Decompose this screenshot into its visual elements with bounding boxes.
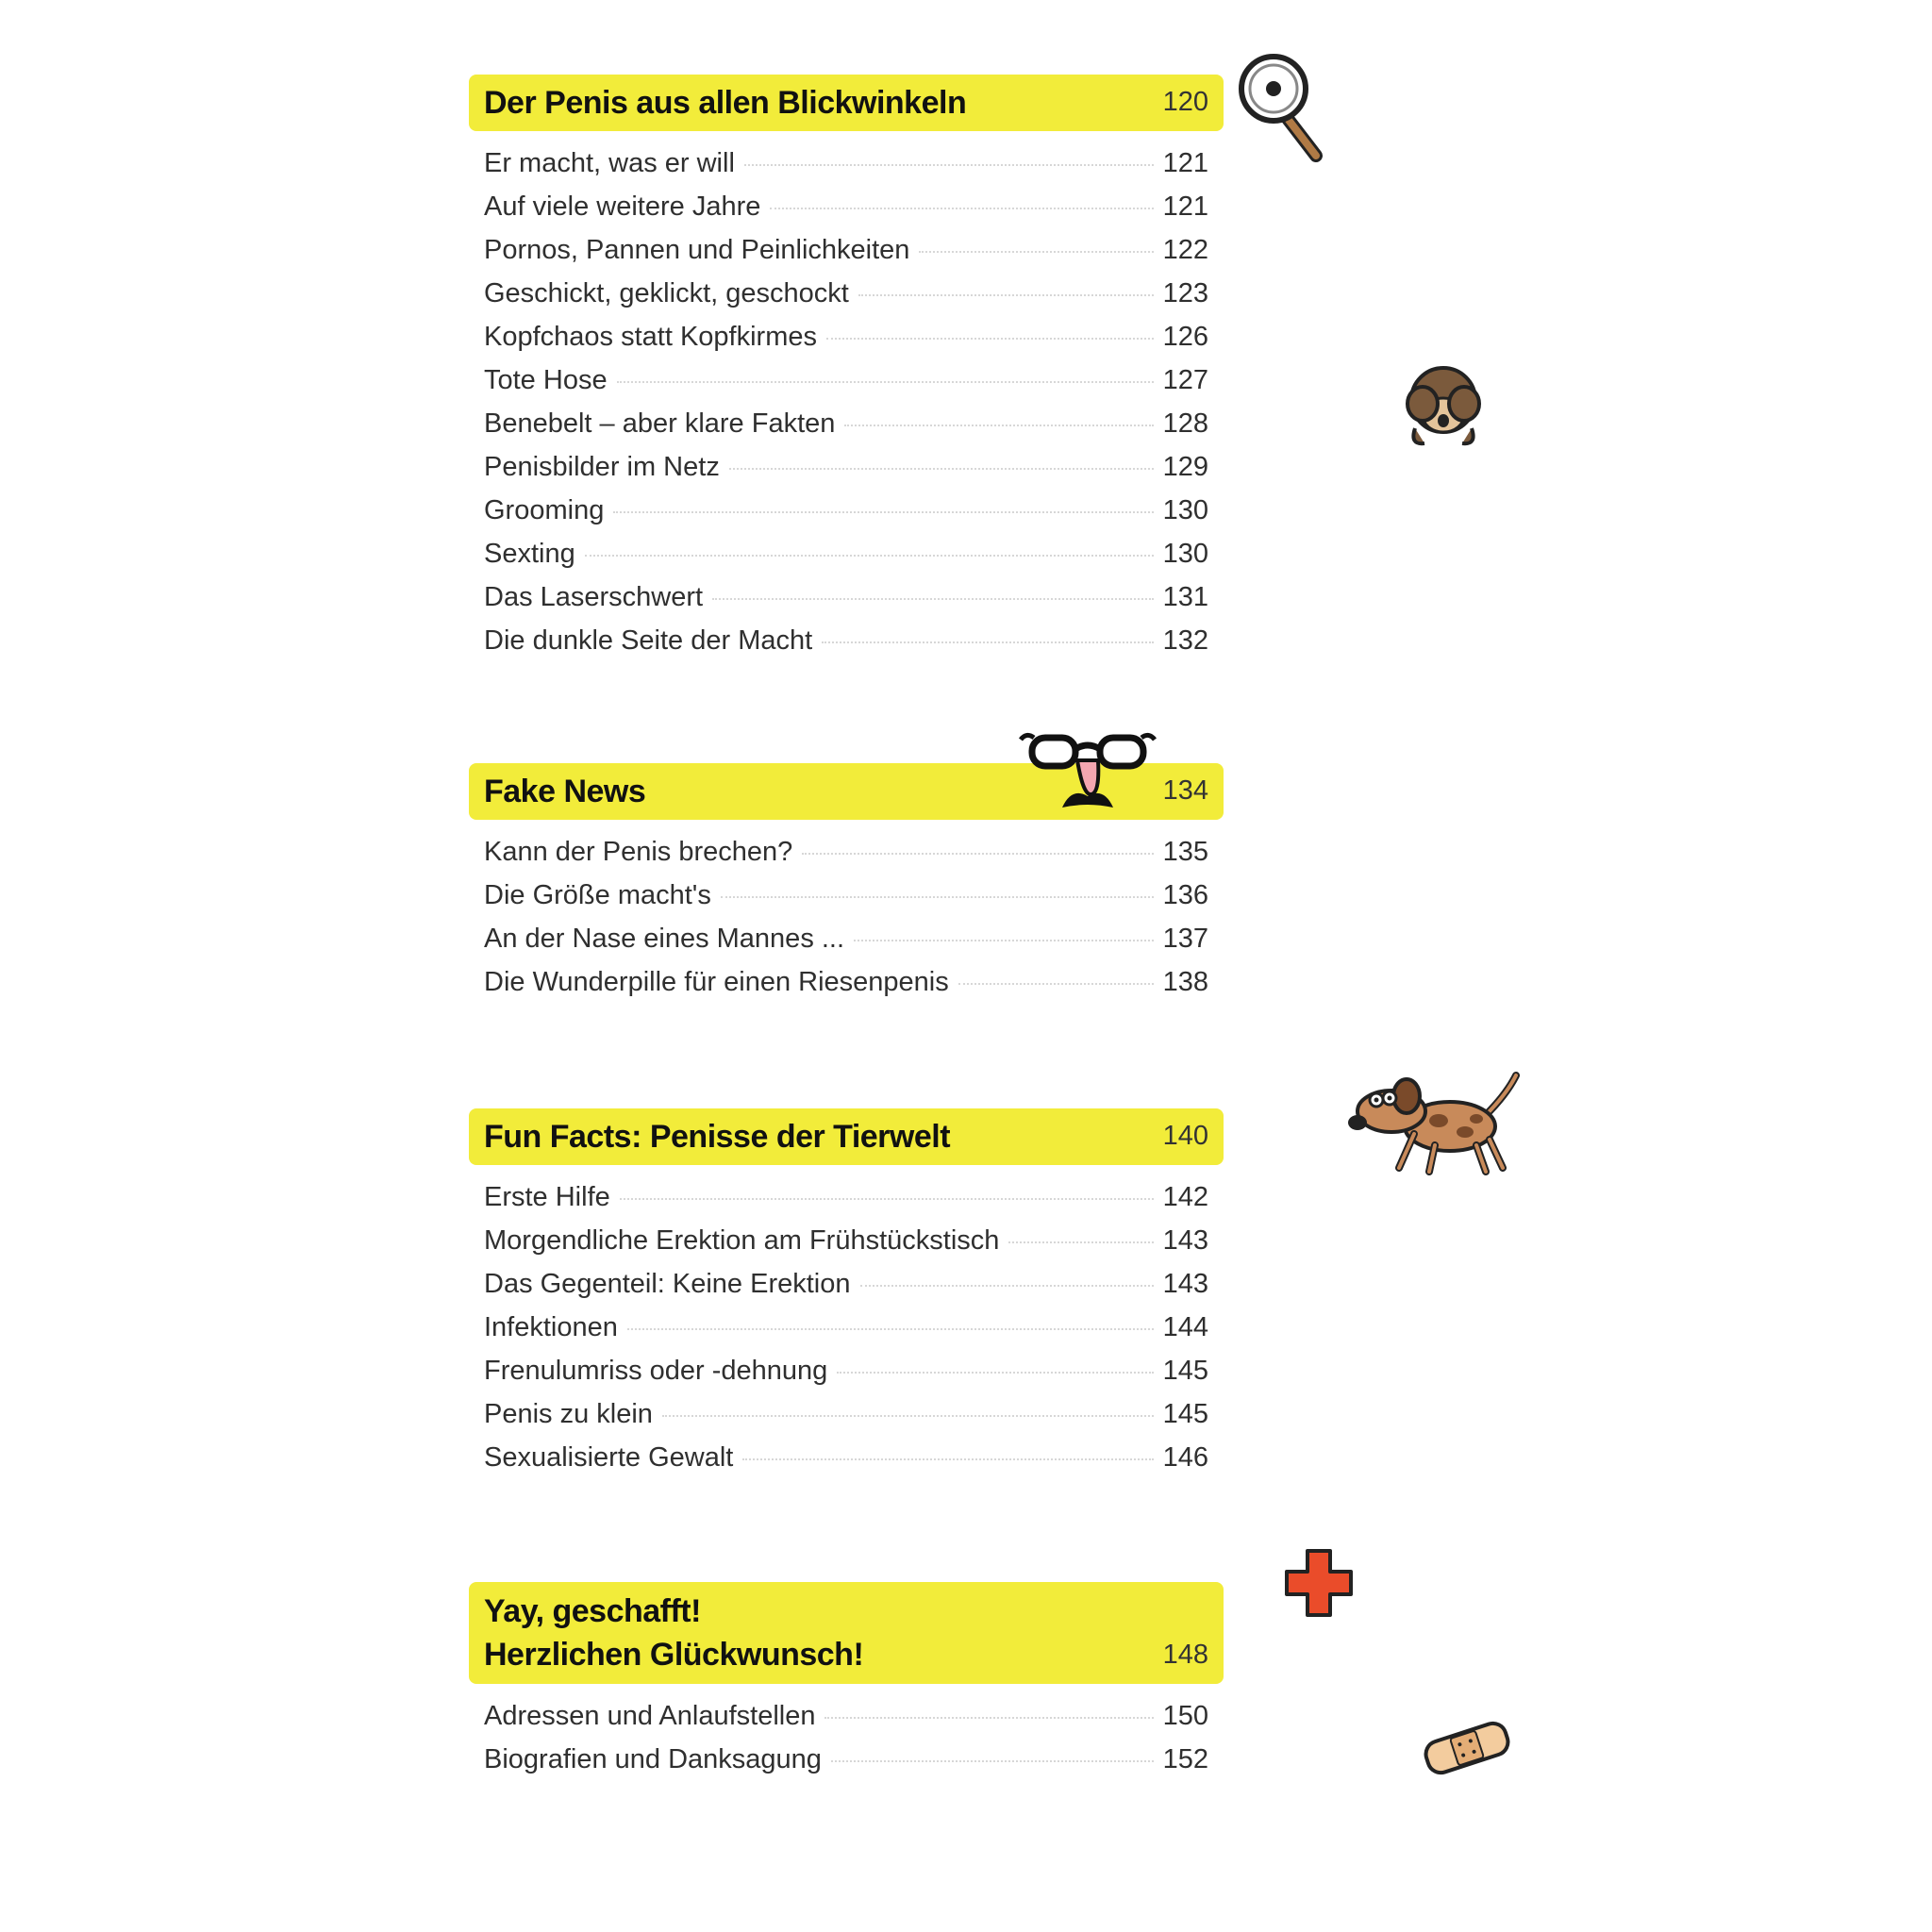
entry-page: 145 <box>1162 1356 1208 1386</box>
entry-page: 121 <box>1162 148 1208 178</box>
toc-entry[interactable] <box>469 408 1224 452</box>
entry-page: 131 <box>1162 582 1208 612</box>
toc-entry[interactable] <box>469 235 1224 278</box>
entry-page: 143 <box>1162 1269 1208 1299</box>
dot-leader <box>919 251 1153 253</box>
entry-page: 138 <box>1162 967 1208 997</box>
monkey-icon <box>1396 362 1491 449</box>
entry-page: 128 <box>1162 408 1208 439</box>
entry-label: Sexting <box>484 539 575 569</box>
dot-leader <box>1008 1241 1153 1243</box>
toc-entry[interactable] <box>469 1269 1224 1312</box>
section-header[interactable] <box>469 1582 1224 1684</box>
entry-label: Penisbilder im Netz <box>484 452 720 482</box>
entry-page: 145 <box>1162 1399 1208 1429</box>
section-page: 140 <box>1162 1121 1208 1151</box>
dot-leader <box>824 1717 1153 1719</box>
dot-leader <box>721 896 1154 898</box>
entry-page: 129 <box>1162 452 1208 482</box>
section-title: Fake News <box>484 774 646 809</box>
entry-label: An der Nase eines Mannes ... <box>484 924 845 954</box>
groucho-glasses-icon <box>1017 728 1158 813</box>
toc-entry[interactable] <box>469 495 1224 539</box>
dog-icon <box>1344 1066 1524 1177</box>
entry-page: 137 <box>1162 924 1208 954</box>
entry-label: Kann der Penis brechen? <box>484 837 793 867</box>
toc-entry[interactable] <box>469 1182 1224 1225</box>
entry-label: Geschickt, geklickt, geschockt <box>484 278 849 308</box>
dot-leader <box>627 1328 1154 1330</box>
entry-page: 146 <box>1162 1442 1208 1473</box>
toc-entry[interactable] <box>469 625 1224 669</box>
entry-label: Die Wunderpille für einen Riesenpenis <box>484 967 949 997</box>
dot-leader <box>860 1285 1154 1287</box>
dot-leader <box>958 983 1154 985</box>
entry-page: 143 <box>1162 1225 1208 1256</box>
toc-entry[interactable] <box>469 452 1224 495</box>
toc-entry[interactable] <box>469 880 1224 924</box>
entry-label: Biografien und Danksagung <box>484 1744 822 1774</box>
section-header[interactable] <box>469 1108 1224 1165</box>
entry-label: Er macht, was er will <box>484 148 735 178</box>
entry-list <box>469 1701 1224 1788</box>
entry-page: 152 <box>1162 1744 1208 1774</box>
red-cross-icon <box>1283 1547 1355 1619</box>
dot-leader <box>742 1458 1153 1460</box>
magnifier-icon <box>1236 49 1330 162</box>
toc-entry[interactable] <box>469 1225 1224 1269</box>
toc-entry[interactable] <box>469 365 1224 408</box>
entry-label: Das Gegenteil: Keine Erektion <box>484 1269 851 1299</box>
section-fun-facts <box>469 1108 1224 1486</box>
dot-leader <box>585 555 1154 557</box>
section-geschafft <box>469 1582 1224 1788</box>
toc-entry[interactable] <box>469 967 1224 1010</box>
dot-leader <box>613 511 1153 513</box>
section-title: Der Penis aus allen Blickwinkeln <box>484 85 967 121</box>
section-title-line2: Herzlichen Glückwunsch! <box>484 1637 864 1673</box>
toc-entry[interactable] <box>469 1356 1224 1399</box>
toc-entry[interactable] <box>469 1744 1224 1788</box>
entry-page: 121 <box>1162 192 1208 222</box>
dot-leader <box>844 425 1153 426</box>
entry-page: 136 <box>1162 880 1208 910</box>
section-page: 120 <box>1162 87 1208 117</box>
entry-page: 130 <box>1162 495 1208 525</box>
dot-leader <box>620 1198 1154 1200</box>
entry-label: Sexualisierte Gewalt <box>484 1442 734 1473</box>
entry-page: 142 <box>1162 1182 1208 1212</box>
entry-list <box>469 1182 1224 1486</box>
section-title: Fun Facts: Penisse der Tierwelt <box>484 1119 951 1155</box>
entry-label: Grooming <box>484 495 605 525</box>
section-title-line1: Yay, geschafft! <box>484 1593 701 1629</box>
entry-label: Frenulumriss oder -dehnung <box>484 1356 828 1386</box>
dot-leader <box>858 294 1154 296</box>
entry-page: 132 <box>1162 625 1208 656</box>
entry-list <box>469 837 1224 1010</box>
section-blickwinkeln <box>469 75 1224 669</box>
entry-page: 150 <box>1162 1701 1208 1731</box>
dot-leader <box>802 853 1153 855</box>
dot-leader <box>744 164 1154 166</box>
toc-entry[interactable] <box>469 192 1224 235</box>
toc-entry[interactable] <box>469 1399 1224 1442</box>
toc-entry[interactable] <box>469 1701 1224 1744</box>
section-page: 134 <box>1162 775 1208 806</box>
toc-entry[interactable] <box>469 924 1224 967</box>
entry-page: 127 <box>1162 365 1208 395</box>
toc-entry[interactable] <box>469 148 1224 192</box>
entry-page: 135 <box>1162 837 1208 867</box>
toc-entry[interactable] <box>469 322 1224 365</box>
bandage-icon <box>1420 1717 1514 1779</box>
toc-entry[interactable] <box>469 1312 1224 1356</box>
dot-leader <box>729 468 1154 470</box>
toc-entry[interactable] <box>469 1442 1224 1486</box>
entry-label: Penis zu klein <box>484 1399 653 1429</box>
dot-leader <box>617 381 1154 383</box>
toc-entry[interactable] <box>469 278 1224 322</box>
dot-leader <box>826 338 1154 340</box>
dot-leader <box>822 641 1153 643</box>
dot-leader <box>712 598 1154 600</box>
entry-label: Benebelt – aber klare Fakten <box>484 408 836 439</box>
entry-label: Kopfchaos statt Kopfkirmes <box>484 322 817 352</box>
dot-leader <box>837 1372 1153 1374</box>
entry-label: Morgendliche Erektion am Frühstückstisch <box>484 1225 1000 1256</box>
entry-label: Infektionen <box>484 1312 618 1342</box>
entry-list <box>469 148 1224 669</box>
entry-label: Pornos, Pannen und Peinlichkeiten <box>484 235 910 265</box>
dot-leader <box>662 1415 1154 1417</box>
dot-leader <box>831 1760 1154 1762</box>
entry-page: 144 <box>1162 1312 1208 1342</box>
entry-label: Tote Hose <box>484 365 608 395</box>
section-page: 148 <box>1162 1640 1208 1670</box>
toc-entry[interactable] <box>469 539 1224 582</box>
toc-entry[interactable] <box>469 582 1224 625</box>
entry-label: Die dunkle Seite der Macht <box>484 625 813 656</box>
entry-label: Auf viele weitere Jahre <box>484 192 761 222</box>
entry-label: Erste Hilfe <box>484 1182 610 1212</box>
entry-page: 130 <box>1162 539 1208 569</box>
entry-page: 123 <box>1162 278 1208 308</box>
dot-leader <box>854 940 1154 941</box>
entry-label: Die Größe macht's <box>484 880 711 910</box>
toc-entry[interactable] <box>469 837 1224 880</box>
entry-page: 126 <box>1162 322 1208 352</box>
section-header[interactable] <box>469 75 1224 131</box>
entry-label: Das Laserschwert <box>484 582 704 612</box>
entry-label: Adressen und Anlaufstellen <box>484 1701 816 1731</box>
entry-page: 122 <box>1162 235 1208 265</box>
dot-leader <box>770 208 1153 209</box>
